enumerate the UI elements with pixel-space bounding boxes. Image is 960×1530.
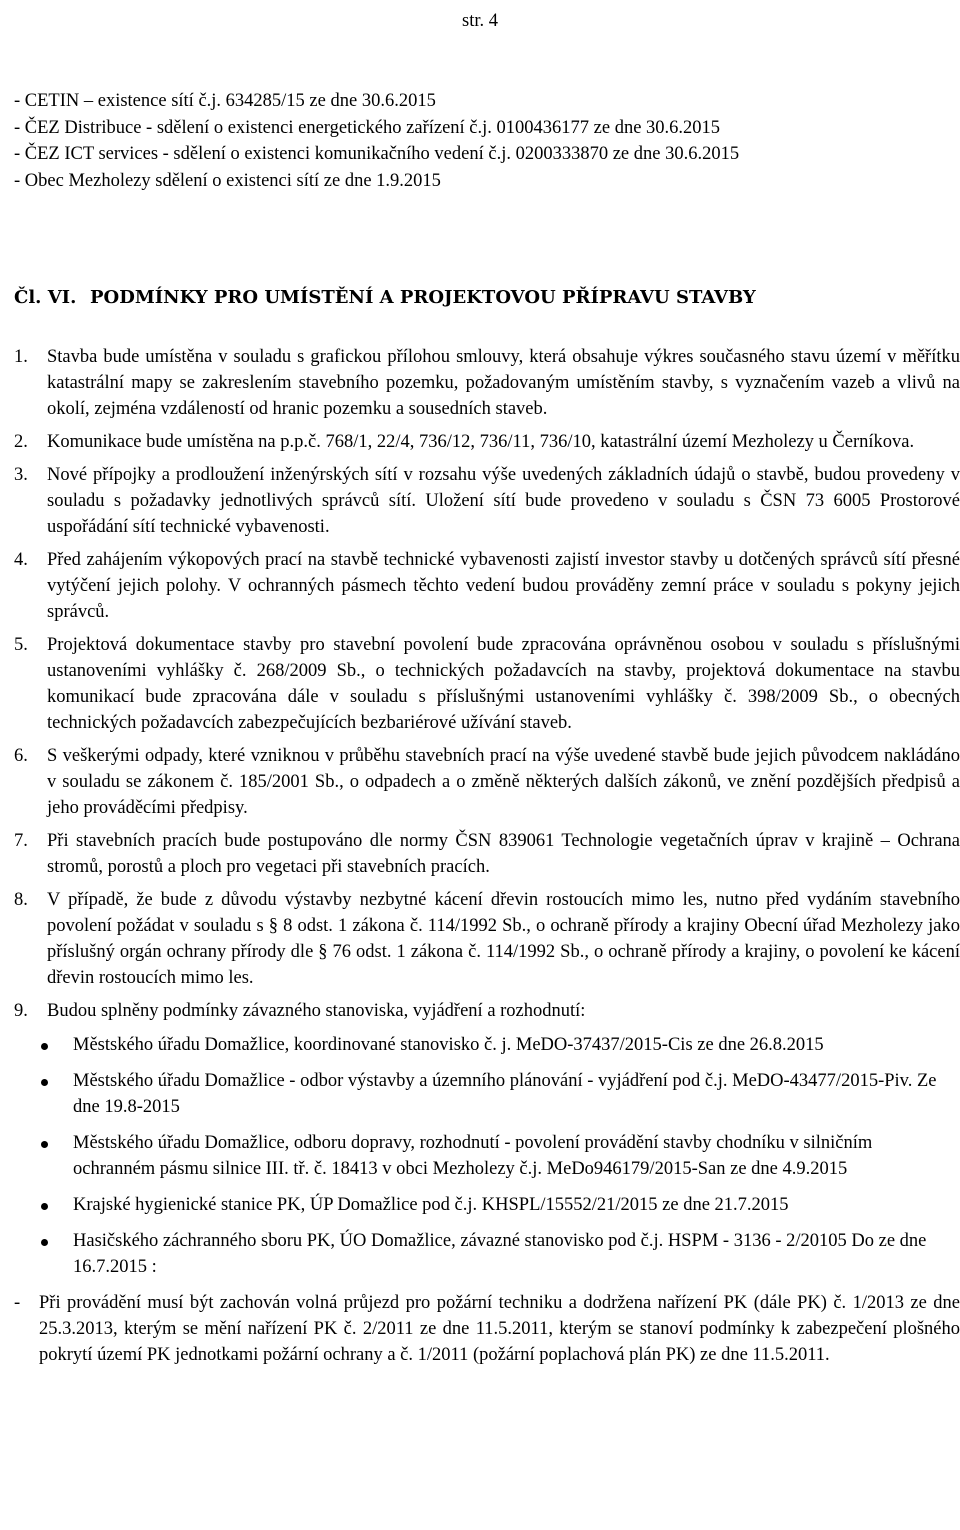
condition-number: 2. — [14, 432, 28, 452]
bullet-icon — [41, 1141, 48, 1148]
reference-item: - ČEZ ICT services - sdělení o existenci komunikačního vedení č.j. 0200333870 ze dne 30.6.2015 — [14, 144, 740, 164]
approval-text: Městského úřadu Domažlice, odboru dopravy, rozhodnutí - povolení provádění stavby chodníku v silničním ochranném pásmu silnice III. tř. č. 18413 v obci Mezholezy č.j. MeDo946179/2015-San ze dne 4.9.2015 — [73, 1133, 873, 1179]
bullet-icon — [41, 1043, 48, 1050]
condition-number: 4. — [14, 550, 28, 570]
fire-safety-note — [14, 1290, 960, 1368]
note-marker: - — [14, 1293, 21, 1313]
condition-text: Budou splněny podmínky závazného stanoviska, vyjádření a rozhodnutí: — [47, 1001, 586, 1021]
condition-text: Stavba bude umístěna v souladu s grafickou přílohou smlouvy, která obsahuje výkres současného stavu území v měřítku katastrální mapy se zakreslením stavebního pozemku, požadovaným umístěním stavby, s vyznačením vazeb a vlivů na okolí, zejména vzdáleností od hranic pozemku a sousedních staveb. — [47, 347, 960, 419]
condition-number: 5. — [14, 635, 28, 655]
condition-number: 7. — [14, 831, 28, 851]
section-heading — [14, 285, 944, 311]
approval-text: Městského úřadu Domažlice, koordinované stanovisko č. j. MeDO-37437/2015-Cis ze dne 26.8.2015 — [73, 1035, 824, 1055]
bullet-icon — [41, 1079, 48, 1086]
condition-number: 9. — [14, 1001, 28, 1021]
reference-item: - CETIN – existence sítí č.j. 634285/15 ze dne 30.6.2015 — [14, 91, 436, 111]
note-text: Při provádění musí být zachován volná průjezd pro požární techniku a dodržena nařízení PK (dále PK) č. 1/2013 ze dne 25.3.2013, kterým se mění nařízení PK č. 2/2011 ze dne 11.5.2011, kterým se stanoví podmínky k zabezpečení plošného pokrytí území PK jednotkami požární ochrany a č. 1/2011 (požární poplachová plán PK) ze dne 11.5.2011. — [39, 1293, 960, 1365]
condition-item — [14, 743, 960, 821]
condition-number: 6. — [14, 746, 28, 766]
conditions-list — [14, 344, 960, 1368]
condition-text: Nové přípojky a prodloužení inženýrských sítí v rozsahu výše uvedených základních údajů o stavbě, budou provedeny v souladu s požadavky jednotlivých správců sítí. Uložení sítí bude provedeno v souladu s ČSN 73 6005 Prostorové uspořádání sítí technické vybavenosti. — [47, 465, 960, 537]
condition-number: 8. — [14, 890, 28, 910]
reference-item: - ČEZ Distribuce - sdělení o existenci energetického zařízení č.j. 0100436177 ze dne 30.6.2015 — [14, 117, 721, 138]
approval-item — [14, 1228, 960, 1280]
section-number: Čl. VI. — [14, 287, 77, 308]
approval-item — [14, 1032, 960, 1058]
condition-item — [14, 429, 960, 455]
condition-text: V případě, že bude z důvodu výstavby nezbytné kácení dřevin rostoucích mimo les, nutno před vydáním stavebního povolení požádat v souladu s § 8 odst. 1 zákona č. 114/1992 Sb., o ochraně přírody a krajiny Obecní úřad Mezholezy jako příslušný orgán ochrany přírody dle § 76 odst. 1 zákona č. 114/1992 Sb., o ochraně přírody a krajiny, o povolení ke kácení dřevin rostoucích mimo les. — [47, 890, 960, 988]
condition-item — [14, 887, 960, 991]
condition-number: 3. — [14, 465, 28, 485]
condition-item — [14, 828, 960, 880]
condition-item — [14, 344, 960, 422]
approval-item — [14, 1192, 960, 1218]
approval-text: Městského úřadu Domažlice - odbor výstavby a územního plánování - vyjádření pod č.j. MeDO-43477/2015-Piv. Ze dne 19.8-2015 — [73, 1071, 937, 1117]
condition-text: Komunikace bude umístěna na p.p.č. 768/1, 22/4, 736/12, 736/11, 736/10, katastrální území Mezholezy u Černíkova. — [47, 432, 915, 452]
reference-item: - Obec Mezholezy sdělení o existenci sítí ze dne 1.9.2015 — [14, 170, 441, 191]
reference-list — [14, 88, 944, 194]
condition-number: 1. — [14, 347, 28, 367]
condition-item — [14, 462, 960, 540]
condition-item — [14, 547, 960, 625]
condition-item — [14, 632, 960, 736]
condition-text: Při stavebních pracích bude postupováno dle normy ČSN 839061 Technologie vegetačních úprav v krajině – Ochrana stromů, porostů a ploch pro vegetaci při stavebních pracích. — [47, 831, 960, 877]
approval-list — [14, 1032, 960, 1280]
bullet-icon — [41, 1203, 48, 1210]
page-number: str. 4 — [462, 11, 498, 31]
condition-item — [14, 998, 960, 1024]
approval-item — [14, 1130, 960, 1182]
approval-text: Krajské hygienické stanice PK, ÚP Domažlice pod č.j. KHSPL/15552/21/2015 ze dne 21.7.2015 — [73, 1195, 789, 1215]
condition-text: Projektová dokumentace stavby pro stavební povolení bude zpracována oprávněnou osobou v souladu s příslušnými ustanoveními vyhlášky č. 268/2009 Sb., o technických požadavcích na stavby, projektová dokumentace na stavbu komunikací bude zpracována dále v souladu s příslušnými ustanoveními vyhlášky č. 398/2009 Sb., o obecných technických požadavcích zabezpečujících bezbariérové užívání staveb. — [47, 635, 960, 733]
approval-text: Hasičského záchranného sboru PK, ÚO Domažlice, závazné stanovisko pod č.j. HSPM - 3136 - 2/20105 Do ze dne 16.7.2015 : — [73, 1231, 927, 1277]
approval-item — [14, 1068, 960, 1120]
bullet-icon — [41, 1239, 48, 1246]
condition-text: Před zahájením výkopových prací na stavbě technické vybavenosti zajistí investor stavby u dotčených správců sítí přesné vytýčení jejich polohy. V ochranných pásmech těchto vedení budou prováděny zemní práce v souladu s pokyny jejich správců. — [47, 550, 960, 622]
section-title: PODMÍNKY PRO UMÍSTĚNÍ A PROJEKTOVOU PŘÍPRAVU STAVBY — [90, 287, 756, 308]
condition-text: S veškerými odpady, které vzniknou v průběhu stavebních prací na výše uvedené stavbě bude jejich původcem nakládáno v souladu se zákonem č. 185/2001 Sb., o odpadech a o změně některých dalších zákonů, ve znění pozdějších předpisů a jeho prováděcími předpisy. — [47, 746, 960, 818]
